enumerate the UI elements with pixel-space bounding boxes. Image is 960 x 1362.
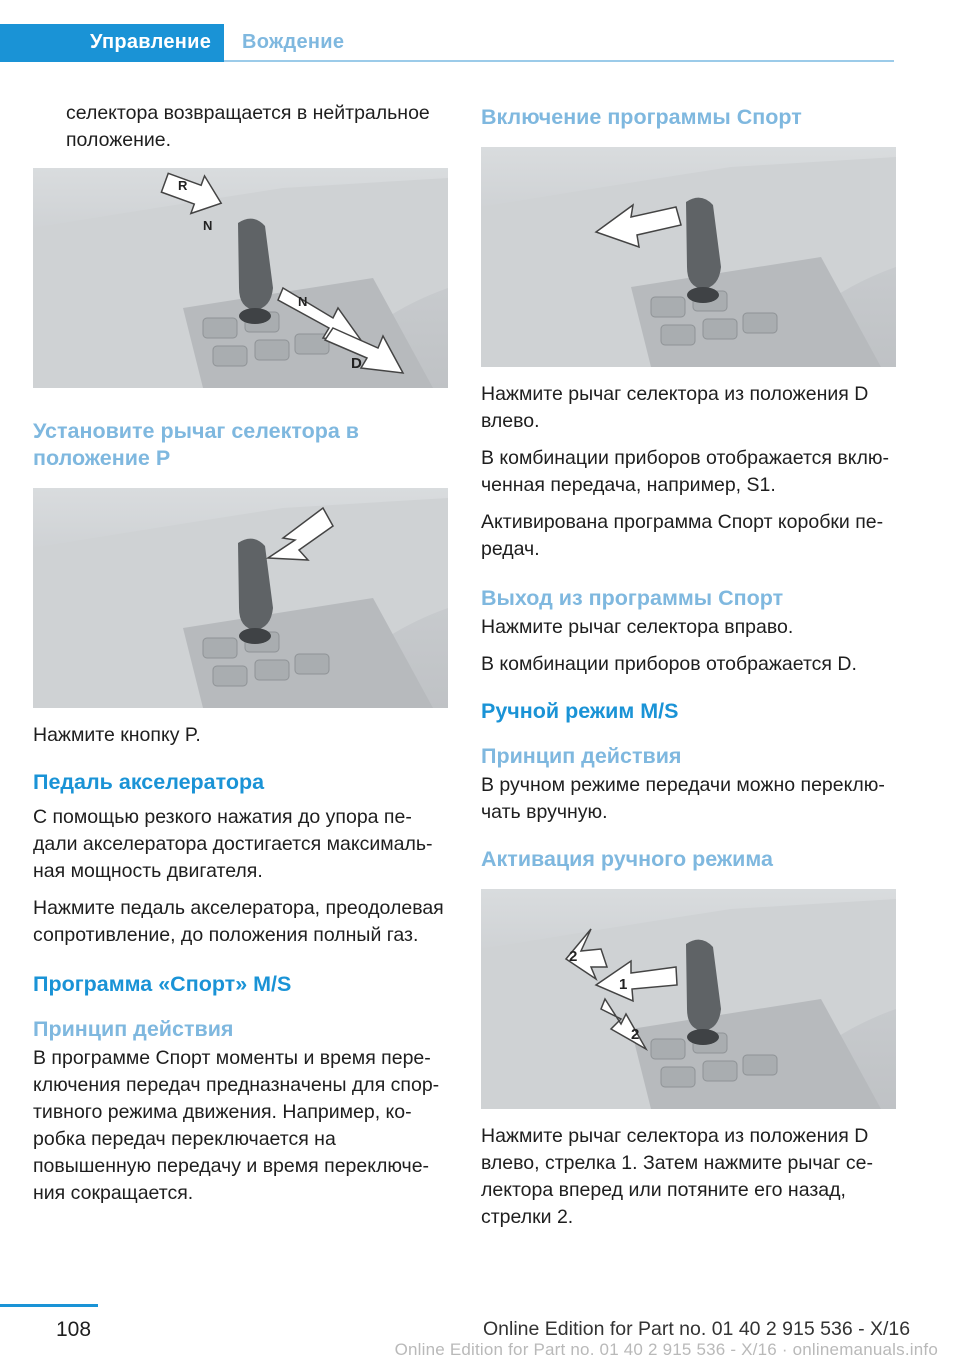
sport-on-paragraph-2: В комбинации приборов отображается вклю-ченная передача, например, S1. — [481, 447, 889, 496]
label-d: D — [351, 355, 362, 372]
watermark: Online Edition for Part no. 01 40 2 915 536 - X/16 · onlinemanuals.info — [394, 1340, 938, 1359]
manual-on-paragraph: Нажмите рычаг селектора из положения D влево, стрелка 1. Затем нажмите рычаг се-лектора вперед или потяните его назад, стрелки 2. — [481, 1125, 873, 1228]
heading-sport-off: Выход из программы Спорт — [481, 586, 784, 610]
sport-on-paragraph-1: Нажмите рычаг селектора из положения D влево. — [481, 383, 869, 432]
label-n-lower: N — [298, 294, 308, 309]
edition-text: Online Edition for Part no. 01 40 2 915 536 - X/16 — [483, 1318, 911, 1340]
accelerator-paragraph-2: Нажмите педаль акселератора, преодолевая сопротивление, до положения полный газ. — [33, 897, 444, 946]
label-arrow-1: 1 — [619, 976, 628, 993]
footer-accent-bar — [0, 1304, 98, 1307]
gear-selector-figure-3 — [481, 147, 896, 367]
heading-manual-on: Активация ручного режима — [481, 847, 773, 871]
page-number: 108 — [56, 1318, 92, 1341]
press-p-paragraph: Нажмите кнопку P. — [33, 724, 201, 746]
label-arrow-2-down: 2 — [631, 1026, 640, 1043]
label-arrow-2-up: 2 — [569, 948, 578, 965]
illustration-gear-selector-r-n-d — [33, 168, 448, 388]
sport-program-paragraph: В программе Спорт моменты и время пере-ключения передач предназначены для спор-тивного режима движения. Например, ко-робка передач переключается на повышенную передачу и время переключе-ния сокращается. — [33, 1047, 440, 1204]
gear-selector-figure-4 — [481, 889, 896, 1109]
gear-selector-figure-1 — [33, 168, 448, 388]
heading-principle-left: Принцип действия — [33, 1017, 234, 1041]
tab-control[interactable]: Управление — [0, 24, 224, 62]
label-r: R — [178, 178, 188, 193]
page-header — [0, 0, 960, 64]
illustration-gear-selector-manual — [481, 889, 896, 1109]
heading-manual-mode: Ручной режим M/S — [481, 699, 679, 723]
heading-principle-right: Принцип действия — [481, 744, 682, 768]
label-n-upper: N — [203, 218, 213, 233]
left-column — [33, 100, 448, 1217]
illustration-gear-selector-park — [33, 488, 448, 708]
sport-off-paragraph-2: В комбинации приборов отображается D. — [481, 653, 857, 675]
sport-on-paragraph-3: Активирована программа Спорт коробки пе-редач. — [481, 511, 884, 560]
accelerator-paragraph-1: С помощью резкого нажатия до упора пе-дали акселератора достигается максималь-ная мощность двигателя. — [33, 806, 433, 882]
header-divider — [224, 60, 894, 62]
heading-sport-on: Включение программы Спорт — [481, 105, 802, 129]
heading-park-position: Установите рычаг селектора в положение P — [33, 419, 360, 470]
manual-paragraph: В ручном режиме передачи можно переклю-чать вручную. — [481, 774, 885, 823]
heading-accelerator: Педаль акселератора — [33, 770, 265, 794]
illustration-gear-selector-sport — [481, 147, 896, 367]
gear-selector-figure-2 — [33, 488, 448, 708]
intro-paragraph: селектора возвращается в нейтральное положение. — [66, 102, 430, 151]
tab-driving[interactable]: Вождение — [242, 31, 345, 53]
right-column — [481, 100, 896, 1241]
sport-off-paragraph-1: Нажмите рычаг селектора вправо. — [481, 616, 794, 638]
heading-sport-program: Программа «Спорт» M/S — [33, 972, 292, 996]
